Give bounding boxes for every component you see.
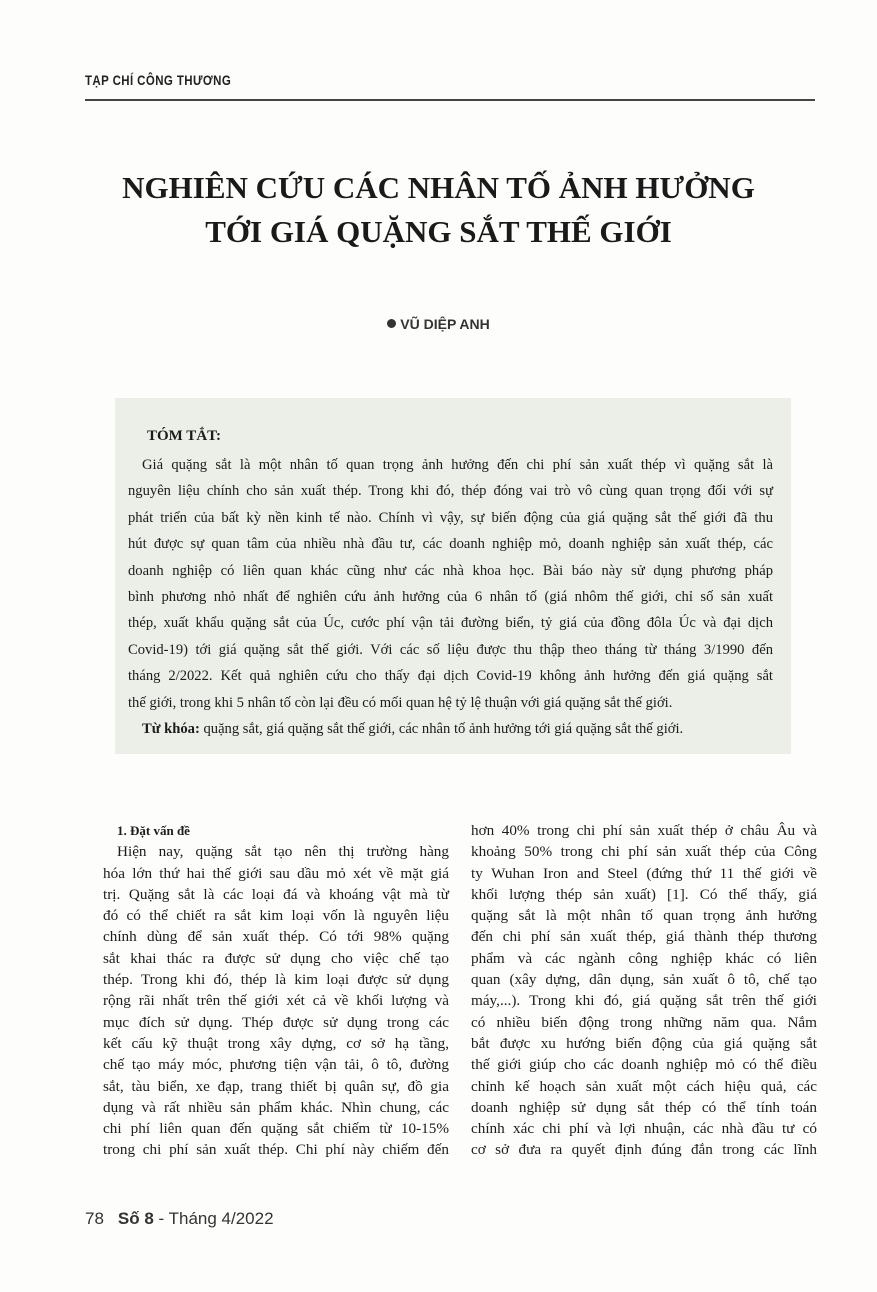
text-line: hóa lớn thứ hai thế giới sau dầu mỏ xét về mặt giá [103, 864, 449, 882]
article-title [0, 166, 877, 254]
text-line: Covid-19) tới giá quặng sắt thế giới. Với các số liệu được thu thập theo tháng từ tháng 3/1990 đến [128, 641, 773, 658]
text-line: hơn 40% trong chi phí sản xuất thép ở châu Âu và [471, 822, 817, 839]
issue-number: Số 8 [117, 1209, 154, 1228]
text-line: Hiện nay, quặng sắt tạo nên thị trường hàng [117, 843, 449, 861]
text-line: có nhiều biến động trong những năm qua. Nắm [471, 1013, 817, 1031]
text-line: chế tạo máy móc, phương tiện vận tải, ô tô, đường [103, 1056, 449, 1074]
text-line: bình phương nhỏ nhất để nghiên cứu ảnh hưởng của 6 nhân tố (giá nhôm thế giới, chỉ số sản xuất [128, 589, 773, 606]
text-line: ty Wuhan Iron and Steel (đứng thứ 11 thế giới về [471, 864, 817, 882]
text-line: khối lượng thép sản xuất) [1]. Có thể thấy, giá [471, 885, 817, 903]
text-line: nguyên liệu chính cho sản xuất thép. Trong khi đó, thép đóng vai trò vô cùng quan trọng đối với sự [128, 483, 773, 500]
keywords-label: Từ khóa: [142, 721, 200, 738]
text-line: cơ sở đưa ra quyết định đúng đắn trong các lĩnh [471, 1141, 817, 1159]
text-line: quan (xây dựng, dân dụng, sản xuất ô tô, chế tạo [471, 971, 817, 989]
author-name: VŨ DIỆP ANH [400, 316, 490, 332]
keywords [128, 716, 773, 742]
text-line: đó có thể chiết ra sắt kim loại vốn là nguyên liệu [103, 907, 449, 925]
text-line: chỉnh kế hoạch sản xuất một cách hiệu quả, các [471, 1077, 817, 1095]
text-line: dụng và rất nhiều sản phẩm khác. Nhìn chung, các [103, 1098, 449, 1116]
header-rule [85, 99, 815, 101]
text-line: chính dùng để sản xuất thép. Có tới 98% quặng [103, 928, 449, 946]
text-line: sắt, tàu biển, xe đạp, trang thiết bị quân sự, đồ gia [103, 1077, 449, 1095]
text-line: quặng sắt là một nhân tố quan trọng ảnh hưởng [471, 907, 817, 925]
text-line: kết cấu kỹ thuật trong xây dựng, cơ sở hạ tầng, [103, 1034, 449, 1052]
page-footer [85, 1209, 274, 1229]
text-line: mục đích sử dụng. Thép được sử dụng trong các [103, 1013, 449, 1031]
text-line: Giá quặng sắt là một nhân tố quan trọng ảnh hưởng đến chi phí sản xuất thép vì quặng sắt là [142, 457, 773, 473]
text-line: trong chi phí sản xuất thép. Chi phí này chiếm đến [103, 1141, 449, 1159]
text-line: phẩm và các ngành công nghiệp khác có liên [471, 949, 817, 967]
text-line: sắt khai thác ra được sử dụng cho việc chế tạo [103, 949, 449, 967]
issue-date: - Tháng 4/2022 [153, 1209, 274, 1228]
journal-name: TẠP CHÍ CÔNG THƯƠNG [85, 72, 232, 88]
page-number: 78 [85, 1209, 104, 1228]
text-line: chi phí liên quan đến quặng sắt chiếm từ 10-15% [103, 1120, 449, 1138]
text-line: doanh nghiệp có liên quan khác cũng như các nhà khoa học. Bài báo này sử dụng phương pháp [128, 562, 773, 579]
text-line: trị. Quặng sắt là các loại đá và khoáng vật mà từ [103, 885, 449, 903]
text-line: chính xác chi phí và lợi nhuận, các nhà đầu tư có [471, 1120, 817, 1138]
keywords-text: quặng sắt, giá quặng sắt thế giới, các nhân tố ảnh hưởng tới giá quặng sắt thế giới. [199, 721, 684, 738]
text-line: máy,...). Trong khi đó, giá quặng sắt trên thế giới [471, 992, 817, 1010]
title-line-2: TỚI GIÁ QUẶNG SẮT THẾ GIỚI [205, 214, 672, 249]
text-line: bắt được xu hướng biến động của giá quặng sắt [471, 1034, 817, 1052]
text-line: đến chi phí sản xuất thép, giá thành thép thương [471, 928, 817, 946]
title-line-1: NGHIÊN CỨU CÁC NHÂN TỐ ẢNH HƯỞNG [122, 170, 755, 205]
abstract-heading: TÓM TẮT: [147, 428, 222, 444]
text-line: rộng rãi nhất trên thế giới xét cả về khối lượng và [103, 992, 449, 1010]
abstract-body [128, 452, 773, 742]
bullet-icon [387, 319, 396, 328]
text-line: doanh nghiệp sử dụng sắt thép có thể tính toán [471, 1098, 817, 1116]
author [0, 316, 877, 332]
text-line: thép, xuất khẩu quặng sắt của Úc, cước phí vận tải đường biển, tỷ giá của đồng đôla Úc và đại dịch [128, 615, 773, 632]
text-line: khoảng 50% trong chi phí sản xuất thép của Công [471, 843, 817, 861]
text-line: thép. Trong khi đó, thép là kim loại được sử dụng [103, 971, 449, 989]
text-line: phát triển của bất kỳ nền kinh tế nào. Chính vì vậy, sự biến động của giá quặng sắt thế giới đã thu [128, 509, 773, 526]
body-column-1 [103, 820, 449, 1161]
text-line: thế giới giúp cho các doanh nghiệp mỏ có thể điều [471, 1056, 817, 1074]
section-heading: 1. Đặt vấn đề [117, 823, 190, 838]
text-line: thế giới, trong khi 5 nhân tố còn lại đều có mối quan hệ tỷ lệ thuận với giá quặng sắt thế giới. [128, 694, 673, 711]
body-column-2 [471, 820, 817, 1161]
text-line: tháng 2/2022. Kết quả nghiên cứu cho thấy đại dịch Covid-19 không ảnh hưởng đến giá quặng sắt [128, 668, 773, 685]
text-line: hút được sự quan tâm của nhiều nhà đầu tư, các doanh nghiệp mỏ, doanh nghiệp sản xuất thép, các [128, 536, 773, 553]
